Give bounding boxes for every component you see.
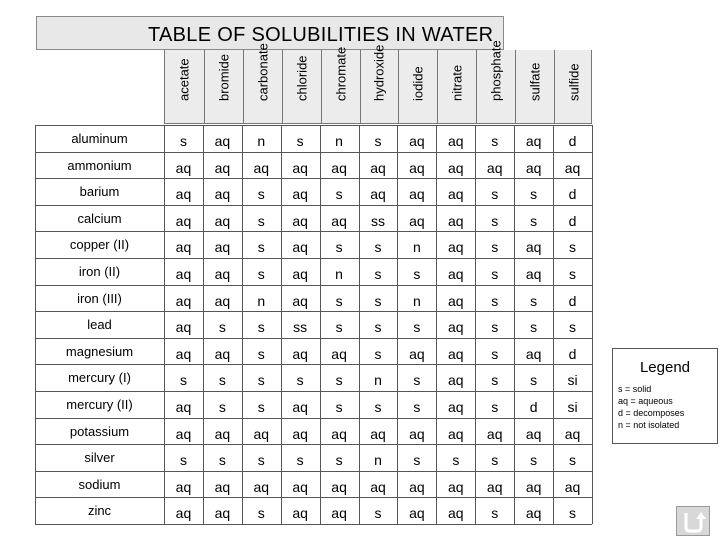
table-cell: aq [175,399,192,415]
table-cell: aq [214,425,231,442]
row-header-cation: silver [84,450,115,466]
table-cell: s [491,505,499,522]
table-cell: aq [292,239,308,256]
table-cell: s [179,372,187,389]
return-button[interactable] [676,506,710,536]
table-cell: aq [448,345,464,362]
table-cell: s [491,452,499,469]
table-cell: aq [331,159,347,176]
table-cell: s [296,133,304,149]
table-cell: aq [525,266,542,282]
table-cell: s [374,319,382,336]
table-cell: s [335,372,343,389]
column-header-label: hydroxide [371,44,387,101]
table-cell: s [257,505,265,522]
table-cell: aq [448,159,464,176]
row-divider [35,311,592,312]
row-header-cation: aluminum [71,131,128,146]
table-cell: aq [564,425,581,442]
solubility-table [35,125,592,524]
table-cell: s [413,452,421,469]
row-header-cation: magnesium [65,343,134,359]
table-cell: s [530,452,538,469]
table-cell: s [530,372,538,389]
table-cell: aq [409,345,425,362]
table-cell: s [179,452,187,469]
table-cell: aq [448,239,464,256]
table-cell: aq [409,425,425,442]
row-header-cation: barium [79,184,120,200]
table-cell: s [335,186,343,203]
row-header-cation: potassium [69,423,130,439]
table-cell: s [296,372,304,389]
table-cell: s [257,319,265,336]
table-cell: s [491,133,499,149]
table-cell: aq [370,186,386,203]
table-cell: s [218,372,226,389]
table-cell: aq [448,212,464,229]
table-cell: s [257,186,265,203]
table-cell: aq [331,505,347,522]
row-divider [35,418,592,419]
table-cell: s [218,452,226,469]
table-cell: aq [292,399,308,415]
column-header-label: chloride [294,55,310,101]
table-cell: s [491,345,499,362]
table-cell: s [374,345,382,362]
table-cell: aq [409,212,425,229]
table-cell: aq [448,186,464,203]
row-divider [35,471,592,472]
row-header-cation: calcium [77,210,122,226]
column-header-label: iodide [410,66,426,101]
table-cell: s [530,186,538,203]
table-cell: s [296,452,304,469]
table-cell: aq [448,319,464,336]
table-cell: aq [409,159,425,176]
table-cell: s [491,292,499,309]
table-cell: s [530,212,538,229]
table-cell: n [374,452,382,469]
table-cell: aq [175,319,192,336]
column-header-chromate [321,46,360,124]
column-header-label: chromate [333,46,349,101]
column-divider [592,125,593,524]
table-cell: s [218,399,226,415]
column-header-nitrate [437,50,476,124]
column-header-hydroxide [360,44,399,124]
legend-item-solid: s = solid [618,384,652,394]
table-cell: aq [175,478,192,495]
column-header-bromide [204,50,243,124]
table-cell: s [569,319,577,336]
table-cell: aq [525,425,542,442]
row-header-cation: sodium [78,476,121,492]
table-cell: aq [525,159,542,176]
table-cell: aq [331,478,347,495]
legend-item-decomposes: d = decomposes [618,408,685,418]
table-cell: d [529,399,538,415]
table-cell: aq [331,212,347,229]
table-cell: aq [331,345,347,362]
table-cell: s [374,133,382,149]
column-header-label: sulfate [527,62,543,101]
table-cell: aq [486,159,503,176]
row-divider [35,338,592,339]
table-cell: s [491,319,499,336]
table-cell: aq [292,425,308,442]
table-cell: s [335,239,343,256]
table-cell: s [257,345,265,362]
table-cell: aq [448,425,464,442]
table-cell: aq [409,186,425,203]
table-cell: aq [214,159,231,176]
table-cell: aq [175,239,192,256]
legend-item-not-isolated: n = not isolated [618,420,680,430]
table-cell: aq [175,266,192,282]
table-cell: aq [448,478,464,495]
table-cell: s [569,239,577,256]
table-cell: aq [292,212,308,229]
table-cell: aq [253,159,270,176]
row-divider [35,497,592,498]
column-header-sulfide [554,50,593,124]
row-header-cation: ammonium [67,157,132,173]
row-header-cation: copper (II) [69,237,130,253]
table-cell: aq [448,372,464,389]
table-cell: s [374,292,382,309]
table-cell: aq [292,345,308,362]
row-divider [35,125,592,126]
table-cell: aq [214,212,231,229]
table-cell: aq [214,133,231,149]
table-cell: n [257,133,266,149]
table-cell: s [569,505,577,522]
table-cell: aq [214,478,231,495]
table-cell: n [413,292,421,309]
table-cell: s [530,319,538,336]
table-cell: aq [448,266,464,282]
table-cell: aq [448,505,464,522]
column-header-label: sulfide [566,63,582,101]
row-divider [35,391,592,392]
table-cell: s [335,399,343,415]
column-header-label: carbonate [255,43,271,101]
table-cell: si [567,399,578,415]
table-cell: s [530,292,538,309]
row-header-cation: iron (III) [77,290,122,306]
table-cell: s [413,372,421,389]
row-header-cation: zinc [87,503,112,519]
table-cell: aq [409,478,425,495]
row-divider [35,285,592,286]
table-cell: s [569,266,577,282]
table-cell: aq [214,266,231,282]
row-divider [35,178,592,179]
legend-box [612,348,718,444]
table-cell: aq [253,425,270,442]
table-cell: d [568,292,577,309]
table-cell: s [335,452,343,469]
table-cell: aq [486,425,503,442]
table-cell: aq [292,478,308,495]
return-arrow-icon [677,507,709,535]
table-cell: s [257,266,265,282]
column-header-iodide [398,50,437,124]
table-cell: n [335,266,343,282]
table-cell: aq [448,399,464,415]
row-header-cation: mercury (I) [68,370,131,386]
table-cell: aq [175,425,192,442]
table-cell: d [568,186,577,203]
table-cell: aq [525,505,542,522]
table-cell: aq [525,239,542,256]
table-cell: s [413,399,421,415]
page-title: TABLE OF SOLUBILITIES IN WATER [148,24,494,46]
row-header-cation: lead [87,317,112,333]
table-cell: s [491,186,499,203]
table-cell: s [569,452,577,469]
row-divider [35,444,592,445]
table-cell: aq [292,505,308,522]
table-cell: aq [175,505,192,522]
table-cell: aq [331,425,347,442]
row-divider [35,364,592,365]
table-cell: s [452,452,460,469]
row-header-cation: iron (II) [78,264,121,279]
row-header-cation: mercury (II) [66,397,133,412]
table-cell: aq [175,292,192,309]
table-cell: n [374,372,382,389]
table-cell: s [257,372,265,389]
table-cell: aq [292,292,308,309]
table-cell: d [568,345,577,362]
table-cell: aq [448,292,464,309]
table-cell: s [374,239,382,256]
table-cell: aq [370,159,386,176]
table-cell: aq [525,133,542,149]
table-cell: s [374,505,382,522]
column-header-phosphate [476,40,515,124]
table-cell: aq [175,186,192,203]
table-cell: aq [214,292,231,309]
table-cell: d [568,212,577,229]
table-cell: s [335,319,343,336]
table-cell: aq [253,478,270,495]
table-cell: s [257,399,265,415]
table-cell: aq [525,478,542,495]
table-cell: aq [525,345,542,362]
column-header-chloride [282,50,321,124]
column-header-label: nitrate [449,64,465,101]
table-cell: s [491,212,499,229]
column-header-sulfate [515,50,554,124]
table-cell: s [257,239,265,256]
row-divider [35,231,592,232]
table-cell: aq [214,186,231,203]
column-header-label: phosphate [488,40,504,101]
table-cell: s [413,266,421,282]
table-cell: s [491,399,499,415]
table-cell: s [491,372,499,389]
table-cell: aq [292,159,308,176]
table-cell: aq [486,478,503,495]
table-cell: aq [448,133,464,149]
table-cell: n [257,292,266,309]
column-header-carbonate [243,43,282,124]
table-cell: aq [175,345,192,362]
table-cell: aq [292,186,308,203]
table-cell: d [568,133,577,149]
table-cell: aq [564,478,581,495]
column-header-label: bromide [216,54,232,101]
column-header-acetate [165,50,204,124]
table-cell: s [374,399,382,415]
table-cell: s [335,292,343,309]
row-divider [35,152,592,153]
table-cell: aq [409,133,425,149]
table-cell: s [218,319,226,336]
table-cell: aq [175,212,192,229]
table-cell: aq [214,505,231,522]
table-cell: aq [370,478,386,495]
row-divider [35,258,592,259]
table-cell: ss [370,212,385,229]
legend-title: Legend [639,359,691,376]
table-cell: aq [292,266,308,282]
table-cell: ss [293,319,308,336]
table-cell: s [257,212,265,229]
table-cell: aq [370,425,386,442]
column-header-label: acetate [176,58,192,101]
table-cell: aq [214,239,231,256]
table-cell: n [413,239,421,256]
anion-header-row [164,40,592,124]
row-divider [35,524,592,525]
table-cell: n [335,133,343,149]
table-cell: aq [175,159,192,176]
table-cell: s [413,319,421,336]
table-cell: aq [564,159,581,176]
legend-item-aqueous: aq = aqueous [618,396,673,406]
row-divider [35,205,592,206]
table-cell: aq [409,505,425,522]
table-cell: s [491,266,499,282]
table-cell: s [374,266,382,282]
table-cell: si [567,372,578,389]
table-cell: aq [214,345,231,362]
table-cell: s [179,133,187,149]
table-cell: s [257,452,265,469]
table-cell: s [491,239,499,256]
